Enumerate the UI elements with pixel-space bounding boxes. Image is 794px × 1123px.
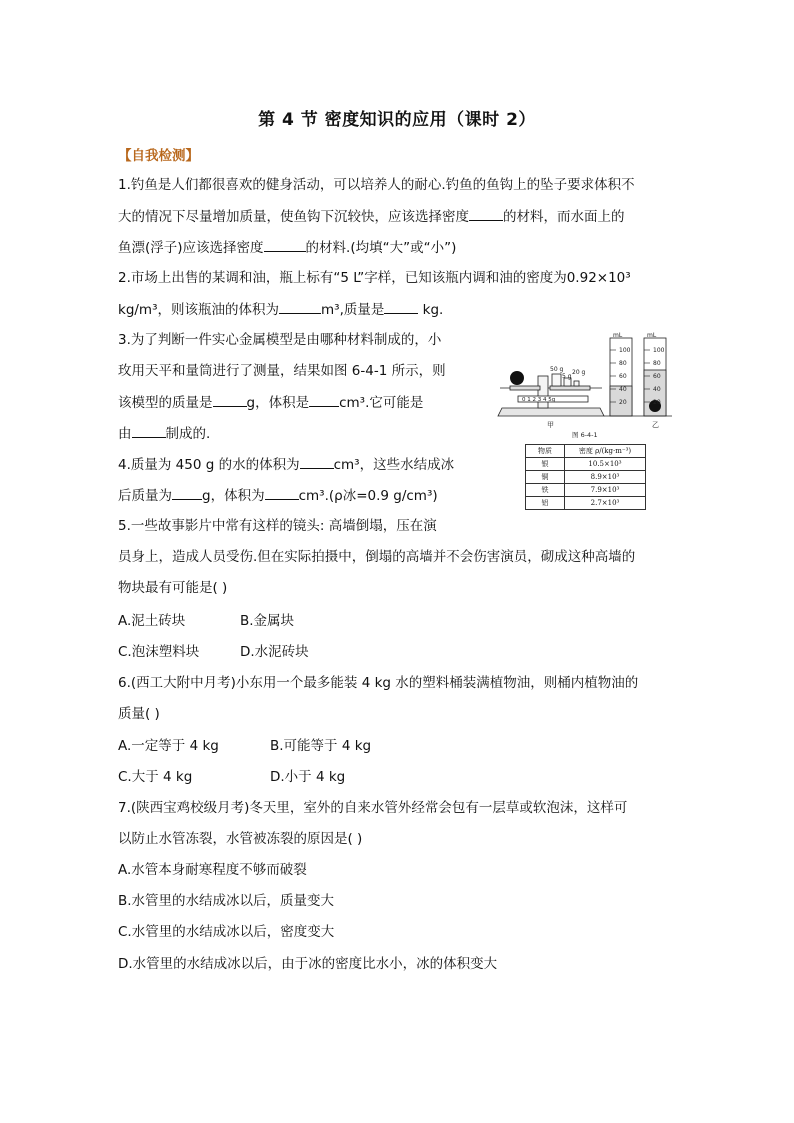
q1-blank-1[interactable] bbox=[469, 206, 503, 221]
q1-line2 bbox=[118, 206, 625, 227]
q3-line2: 玫用天平和量筒进行了测量，结果如图 6-4-1 所示，则 bbox=[118, 363, 446, 379]
q4-blank-1[interactable] bbox=[300, 454, 334, 469]
q6-option-d[interactable]: D.小于 4 kg bbox=[270, 769, 346, 785]
cyl-b-tick-40: 40 bbox=[653, 386, 661, 393]
q5-line2: 员身上，造成人员受伤.但在实际拍摄中，倒塌的高墙并不会伤害演员，砌成这种高墙的 bbox=[118, 549, 636, 565]
q4-blank-3[interactable] bbox=[265, 485, 299, 500]
q5-line1: 5.一些故事影片中常有这样的镜头: 高墙倒塌，压在演 bbox=[118, 518, 437, 534]
balance-and-cylinder-figure bbox=[492, 330, 692, 440]
cylinder-b-unit: mL bbox=[647, 332, 657, 339]
q1-text-b: 的材料，而水面上的 bbox=[503, 209, 625, 225]
q2-text-c: kg. bbox=[418, 302, 444, 318]
q3-text-b: g，体积是 bbox=[246, 395, 310, 411]
q5-line3: 物块最有可能是( ) bbox=[118, 580, 228, 596]
table-row bbox=[526, 471, 646, 484]
q4-text-e: cm³.(ρ冰=0.9 g/cm³) bbox=[298, 488, 438, 504]
q3-line1: 3.为了判断一件实心金属模型是由哪种材料制成的，小 bbox=[118, 332, 442, 348]
q4-text-c: 后质量为 bbox=[118, 488, 172, 504]
cyl-a-tick-80: 80 bbox=[619, 360, 627, 367]
q6-option-b[interactable]: B.可能等于 4 kg bbox=[270, 738, 372, 754]
table-cell: 7.9×10³ bbox=[565, 484, 646, 497]
table-cell: 铝 bbox=[526, 497, 565, 510]
table-header-cell: 密度 ρ/(kg·m⁻³) bbox=[565, 445, 646, 458]
q4-text-d: g，体积为 bbox=[202, 488, 265, 504]
figure-label-jia: 甲 bbox=[547, 421, 554, 429]
q6-option-a[interactable]: A.一定等于 4 kg bbox=[118, 738, 219, 754]
q3-blank-1[interactable] bbox=[213, 392, 247, 407]
q3-line4 bbox=[118, 423, 210, 444]
table-row bbox=[526, 497, 646, 510]
q3-text-c: cm³.它可能是 bbox=[339, 395, 424, 411]
q2-text-a: kg/m³，则该瓶油的体积为 bbox=[118, 302, 279, 318]
weight-label-20: 20 g bbox=[572, 369, 586, 376]
q5-option-c[interactable]: C.泡沫塑料块 bbox=[118, 644, 200, 660]
q3-blank-2[interactable] bbox=[309, 392, 339, 407]
q1-line1: 1.钓鱼是人们都很喜欢的健身活动，可以培养人的耐心.钓鱼的鱼钩上的坠子要求体积不 bbox=[118, 177, 635, 193]
left-pan bbox=[510, 386, 540, 390]
cyl-b-tick-80: 80 bbox=[653, 360, 661, 367]
table-cell: 铁 bbox=[526, 484, 565, 497]
q7-option-c[interactable]: C.水管里的水结成冰以后，密度变大 bbox=[118, 924, 335, 940]
q1-text-d: 的材料.(均填“大”或“小”) bbox=[305, 240, 457, 256]
q4-line1 bbox=[118, 454, 454, 475]
scale-ticks: 0 1 2 3 4 5g bbox=[522, 397, 556, 403]
weight-label-5: 5 g bbox=[562, 373, 572, 380]
cyl-b-tick-60: 60 bbox=[653, 373, 661, 380]
q6-line2: 质量( ) bbox=[118, 706, 160, 722]
balance-post bbox=[538, 376, 548, 408]
right-pan bbox=[550, 386, 590, 390]
q1-text-c: 鱼漂(浮子)应该选择密度 bbox=[118, 240, 264, 256]
q6-option-c[interactable]: C.大于 4 kg bbox=[118, 769, 193, 785]
q3-text-e: 制成的. bbox=[165, 426, 211, 442]
cylinder-a-unit: mL bbox=[613, 332, 623, 339]
q4-blank-2[interactable] bbox=[172, 485, 202, 500]
q7-option-b[interactable]: B.水管里的水结成冰以后，质量变大 bbox=[118, 893, 335, 909]
q7-option-d[interactable]: D.水管里的水结成冰以后，由于冰的密度比水小，冰的体积变大 bbox=[118, 956, 498, 972]
q2-blank-1[interactable] bbox=[279, 299, 321, 314]
cyl-b-tick-20: 20 bbox=[653, 399, 661, 406]
section-heading: 【自我检测】 bbox=[118, 148, 199, 164]
q5-option-d[interactable]: D.水泥砖块 bbox=[240, 644, 309, 660]
balance-base bbox=[498, 408, 604, 416]
cyl-a-tick-40: 40 bbox=[619, 386, 627, 393]
q3-text-d: 由 bbox=[118, 426, 132, 442]
table-header-row bbox=[526, 445, 646, 458]
cyl-a-tick-100: 100 bbox=[619, 347, 631, 354]
q7-option-a[interactable]: A.水管本身耐寒程度不够而破裂 bbox=[118, 862, 307, 878]
table-row bbox=[526, 458, 646, 471]
q2-blank-2[interactable] bbox=[384, 299, 418, 314]
q3-line3 bbox=[118, 392, 423, 413]
q1-line3 bbox=[118, 237, 456, 258]
table-cell: 10.5×10³ bbox=[565, 458, 646, 471]
q3-blank-3[interactable] bbox=[132, 423, 166, 438]
q5-option-b[interactable]: B.金属块 bbox=[240, 613, 295, 629]
figure-caption: 图 6-4-1 bbox=[572, 431, 598, 439]
q7-line2: 以防止水管冻裂，水管被冻裂的原因是( ) bbox=[118, 831, 363, 847]
q2-line1: 2.市场上出售的某调和油，瓶上标有“5 L”字样，已知该瓶内调和油的密度为0.92×10³ bbox=[118, 270, 631, 286]
metal-model-on-pan bbox=[510, 371, 524, 385]
q4-line2 bbox=[118, 485, 438, 506]
weight-label-50: 50 g bbox=[550, 366, 564, 373]
q1-text-a: 大的情况下尽量增加质量，使鱼钩下沉较快，应该选择密度 bbox=[118, 209, 469, 225]
q1-blank-2[interactable] bbox=[264, 237, 306, 252]
table-header-cell: 物质 bbox=[526, 445, 565, 458]
q6-line1: 6.(西工大附中月考)小东用一个最多能装 4 kg 水的塑料桶装满植物油，则桶内植物油的 bbox=[118, 675, 639, 691]
weight-50g bbox=[552, 374, 561, 386]
table-cell: 8.9×10³ bbox=[565, 471, 646, 484]
q3-text-a: 该模型的质量是 bbox=[118, 395, 213, 411]
table-cell: 银 bbox=[526, 458, 565, 471]
table-row bbox=[526, 484, 646, 497]
q5-option-a[interactable]: A.泥土砖块 bbox=[118, 613, 186, 629]
q2-line2 bbox=[118, 299, 443, 320]
page-title: 第 4 节 密度知识的应用（课时 2） bbox=[258, 110, 536, 130]
figure-label-yi: 乙 bbox=[652, 421, 659, 429]
cyl-a-tick-60: 60 bbox=[619, 373, 627, 380]
q4-text-a: 4.质量为 450 g 的水的体积为 bbox=[118, 457, 300, 473]
cyl-a-tick-20: 20 bbox=[619, 399, 627, 406]
weight-5g bbox=[574, 381, 579, 386]
cyl-b-tick-100: 100 bbox=[653, 347, 665, 354]
density-table bbox=[525, 444, 646, 510]
q4-text-b: cm³，这些水结成冰 bbox=[333, 457, 455, 473]
table-cell: 2.7×10³ bbox=[565, 497, 646, 510]
q7-line1: 7.(陕西宝鸡校级月考)冬天里，室外的自来水管外经常会包有一层草或软泡沫，这样可 bbox=[118, 800, 628, 816]
table-cell: 铜 bbox=[526, 471, 565, 484]
q2-text-b: m³,质量是 bbox=[321, 302, 385, 318]
